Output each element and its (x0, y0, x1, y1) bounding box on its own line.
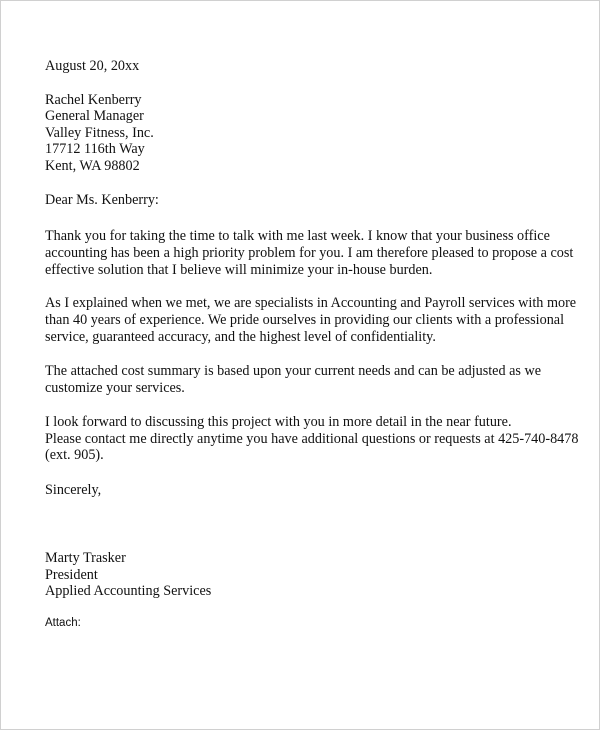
recipient-city-state-zip: Kent, WA 98802 (45, 158, 140, 174)
recipient-street: 17712 116th Way (45, 141, 145, 157)
attach-label: Attach: (45, 617, 81, 629)
recipient-company: Valley Fitness, Inc. (45, 125, 154, 141)
letter-date: August 20, 20xx (45, 58, 140, 74)
sender-company: Applied Accounting Services (45, 583, 212, 599)
paragraph-line: The attached cost summary is based upon your current needs and can be adjusted as we (45, 363, 542, 379)
paragraph-line: accounting has been a high priority problem for you. I am therefore pleased to propose a cost (45, 245, 574, 261)
salutation: Dear Ms. Kenberry: (45, 192, 159, 208)
recipient-title: General Manager (45, 108, 144, 124)
paragraph-line: customize your services. (45, 380, 185, 396)
paragraph-line: service, guaranteed accuracy, and the highest level of confidentiality. (45, 329, 436, 345)
paragraph-line: effective solution that I believe will minimize your in-house burden. (45, 262, 433, 278)
paragraph-line: Please contact me directly anytime you have additional questions or requests at 425-740-8478 (45, 431, 579, 447)
paragraph-line: than 40 years of experience. We pride ourselves in providing our clients with a professional (45, 312, 565, 328)
sender-name: Marty Trasker (45, 550, 126, 566)
paragraph-line: As I explained when we met, we are specialists in Accounting and Payroll services with more (45, 295, 577, 311)
paragraph-line: (ext. 905). (45, 447, 104, 463)
paragraph-line: Thank you for taking the time to talk with me last week. I know that your business office (45, 228, 550, 244)
paragraph-line: I look forward to discussing this project with you in more detail in the near future. (45, 414, 512, 430)
closing: Sincerely, (45, 482, 102, 498)
sender-title: President (45, 567, 98, 583)
recipient-name: Rachel Kenberry (45, 92, 142, 108)
